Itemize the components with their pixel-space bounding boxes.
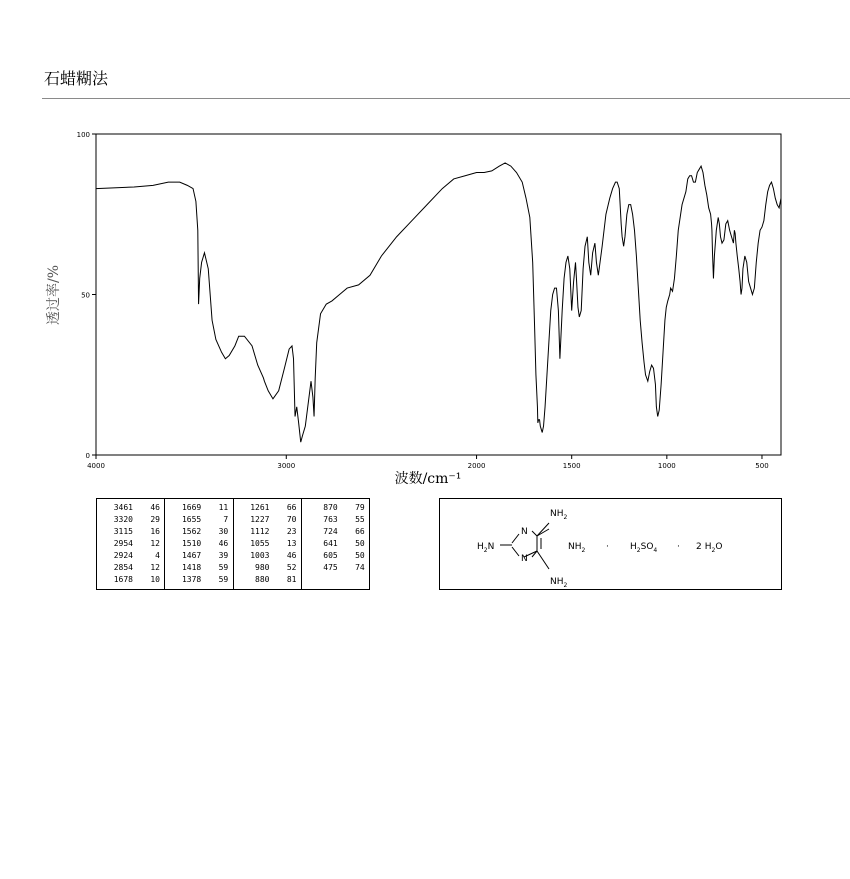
- peak-transmittance: 29: [150, 515, 160, 524]
- substituent-bond: [537, 551, 549, 569]
- peak-wavenumber: 1112: [250, 527, 270, 536]
- peak-transmittance: 79: [355, 503, 365, 512]
- x-tick-label: 1000: [657, 462, 676, 470]
- peak-transmittance: 7: [223, 515, 229, 524]
- peak-table-row: [302, 502, 369, 514]
- peak-transmittance: 12: [150, 539, 160, 548]
- peak-transmittance: 30: [218, 527, 229, 536]
- peak-wavenumber: 763: [323, 515, 338, 524]
- peak-table-row: [234, 550, 301, 562]
- peak-transmittance: 81: [286, 575, 297, 584]
- peak-wavenumber: 3320: [113, 515, 133, 524]
- ring-nitrogen-upper: N: [521, 527, 528, 537]
- peak-transmittance: 66: [355, 527, 365, 536]
- structure-panel: [439, 498, 782, 590]
- peak-table-row: [302, 550, 369, 562]
- peak-table-column: [234, 499, 302, 589]
- spectrum-series-line: [96, 163, 781, 442]
- peak-table-row: [302, 514, 369, 526]
- peak-transmittance: 46: [286, 551, 297, 560]
- peak-wavenumber: 605: [323, 551, 338, 560]
- peak-wavenumber: 2954: [113, 539, 133, 548]
- ring-bond: [512, 534, 519, 543]
- peak-wavenumber: 2924: [113, 551, 133, 560]
- peak-wavenumber: 1510: [181, 539, 202, 548]
- peak-wavenumber: 724: [323, 527, 338, 536]
- peak-table-row: [165, 574, 232, 586]
- peak-wavenumber: 1562: [181, 527, 202, 536]
- peak-transmittance: 50: [355, 551, 365, 560]
- amino-right: $NH_2$: [568, 542, 586, 554]
- peak-transmittance: 39: [218, 551, 229, 560]
- peak-transmittance: 11: [218, 503, 229, 512]
- peak-table-row: [302, 538, 369, 550]
- peak-wavenumber: 1378: [181, 575, 202, 584]
- ring-bond: [532, 531, 537, 536]
- ring-nitrogen-lower: N: [521, 554, 528, 564]
- peak-transmittance: 59: [218, 575, 229, 584]
- peak-table-row: [97, 562, 164, 574]
- peak-transmittance: 59: [218, 563, 229, 572]
- amino-top: $NH_2$: [550, 509, 568, 521]
- peak-wavenumber: 1418: [181, 563, 202, 572]
- peak-transmittance: 46: [150, 503, 160, 512]
- peak-wavenumber: 1678: [113, 575, 133, 584]
- peak-table-row: [234, 574, 301, 586]
- x-axis-ticks: [87, 455, 769, 470]
- peak-transmittance: 16: [150, 527, 160, 536]
- peak-table-row: [302, 562, 369, 574]
- amino-left: $H_2N$: [477, 542, 495, 554]
- peak-wavenumber: 3461: [113, 503, 133, 512]
- peak-table-row: [97, 514, 164, 526]
- water-label: 2 $H_2O$: [696, 542, 723, 554]
- peak-transmittance: 55: [355, 515, 365, 524]
- x-tick-label: 2000: [467, 462, 486, 470]
- peak-table-row: [97, 574, 164, 586]
- peak-table-row: [97, 538, 164, 550]
- x-tick-label: 4000: [87, 462, 105, 470]
- peak-transmittance: 70: [286, 515, 297, 524]
- peak-table-column: [302, 499, 369, 589]
- peak-wavenumber: 641: [323, 539, 338, 548]
- peak-table-row: [97, 526, 164, 538]
- peak-wavenumber: 1669: [181, 503, 202, 512]
- y-tick-label: 50: [81, 291, 90, 300]
- peak-wavenumber: 870: [323, 503, 338, 512]
- peak-table-column: [97, 499, 165, 589]
- sulfuric-acid-label: $H_2SO_4$: [630, 542, 658, 554]
- peak-wavenumber: 3115: [113, 527, 133, 536]
- peak-table-row: [234, 562, 301, 574]
- peak-transmittance: 66: [286, 503, 297, 512]
- x-axis-label: 波数/cm⁻¹: [394, 471, 462, 487]
- peak-wavenumber: 1467: [181, 551, 202, 560]
- peak-table-row: [234, 514, 301, 526]
- x-tick-label: 500: [755, 462, 769, 470]
- x-tick-label: 1500: [562, 462, 581, 470]
- peak-transmittance: 23: [286, 527, 297, 536]
- peak-table-row: [165, 514, 232, 526]
- y-axis-ticks: [77, 131, 96, 460]
- peak-wavenumber: 880: [255, 575, 270, 584]
- peak-table-row: [234, 538, 301, 550]
- y-axis-label: 透过率/%: [46, 264, 62, 326]
- peak-table-row: [165, 538, 232, 550]
- peak-table-row: [165, 550, 232, 562]
- peak-table-column: [165, 499, 233, 589]
- peak-transmittance: 50: [355, 539, 365, 548]
- peak-table-row: [165, 562, 232, 574]
- dot-separator: ·: [606, 542, 609, 552]
- peak-wavenumber: 1055: [250, 539, 270, 548]
- peak-transmittance: 10: [150, 575, 160, 584]
- peak-transmittance: 74: [355, 563, 365, 572]
- peak-wavenumber: 1261: [250, 503, 270, 512]
- peak-table-row: [165, 526, 232, 538]
- y-tick-label: 0: [85, 452, 90, 460]
- peak-transmittance: 12: [150, 563, 160, 572]
- peak-wavenumber: 1655: [181, 515, 202, 524]
- peak-table-row: [97, 550, 164, 562]
- peak-wavenumber: 980: [255, 563, 270, 572]
- peak-table-row: [302, 526, 369, 538]
- peak-table: [96, 498, 370, 590]
- peak-transmittance: 52: [286, 563, 297, 572]
- peak-wavenumber: 2854: [113, 563, 133, 572]
- x-tick-label: 3000: [277, 462, 296, 470]
- ring-bond: [512, 547, 519, 556]
- dot-separator: ·: [677, 542, 680, 552]
- peak-transmittance: 4: [155, 551, 160, 560]
- peak-transmittance: 46: [218, 539, 229, 548]
- peak-table-row: [97, 502, 164, 514]
- peak-table-row: [234, 526, 301, 538]
- peak-table-row: [165, 502, 232, 514]
- peak-wavenumber: 1003: [250, 551, 270, 560]
- page-title: 石蜡糊法: [44, 69, 109, 88]
- peak-transmittance: 13: [286, 539, 297, 548]
- peak-table-row: [234, 502, 301, 514]
- peak-wavenumber: 1227: [250, 515, 270, 524]
- structure-diagram: [440, 499, 783, 591]
- peak-wavenumber: 475: [323, 563, 338, 572]
- y-tick-label: 100: [76, 131, 90, 139]
- amino-bottom: $NH_2$: [550, 577, 568, 589]
